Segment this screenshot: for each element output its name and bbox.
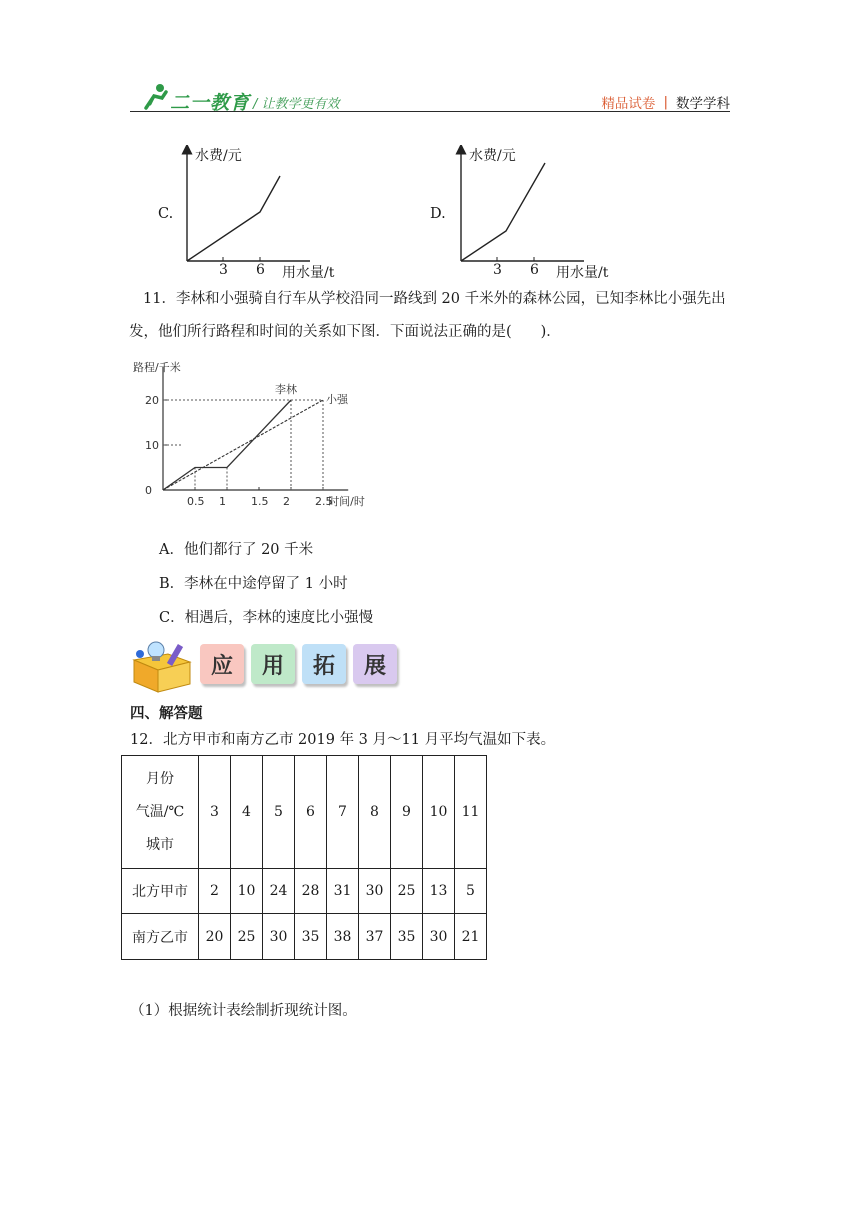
q12-subquestion-1: （1）根据统计表绘制折现统计图。 [130,1003,357,1019]
header-divider [130,111,730,112]
banner-tile-4: 展 [353,644,397,684]
value-cell: 35 [391,914,423,960]
month-cell: 7 [327,756,359,869]
logo-text: 二一教育 [170,92,251,114]
q12-stem: 12．北方甲市和南方乙市 2019 年 3 月～11 月平均气温如下表。 [130,732,556,748]
city-cell: 北方甲市 [122,869,199,914]
x-tick-label: 1.5 [251,495,269,508]
value-cell: 5 [455,869,487,914]
option-d-graph [449,145,639,280]
value-cell: 2 [199,869,231,914]
month-cell: 3 [199,756,231,869]
value-cell: 30 [263,914,295,960]
banner-tile-1: 应 [200,644,244,684]
section-title: 四、解答题 [130,706,203,722]
city-cell: 南方乙市 [122,914,199,960]
value-cell: 21 [455,914,487,960]
option-c-graph [175,145,365,280]
month-cell: 6 [295,756,327,869]
option-d-tick-3: 3 [493,262,502,278]
banner-tile-2: 用 [251,644,295,684]
option-c-label: C. [158,206,174,222]
month-cell: 10 [423,756,455,869]
q11-stem-line1: 11．李林和小强骑自行车从学校沿同一路线到 20 千米外的森林公园，已知李林比小强先出 [143,291,726,307]
table-row [122,914,487,960]
banner-tile-3: 拓 [302,644,346,684]
corner-temp-label: 气温/℃ [135,803,185,820]
corner-city-label: 城市 [146,836,174,853]
month-cell: 11 [455,756,487,869]
option-c-tick-6: 6 [256,262,265,278]
header-slogan: / 让教学更有效 [253,97,340,112]
value-cell: 24 [263,869,295,914]
table-row [122,869,487,914]
value-cell: 30 [359,869,391,914]
header-paper-label: 精品试卷 [601,96,656,112]
option-c-tick-3: 3 [219,262,228,278]
logo-icon [140,82,172,112]
month-cell: 9 [391,756,423,869]
header-separator: | [663,94,668,110]
option-c-ylabel: 水费/元 [195,148,242,164]
x-tick-label: 1 [219,495,226,508]
x-tick-label: 2.5 [315,495,333,508]
q11-option-b: B．李林在中途停留了 1 小时 [159,576,348,592]
x-tick-label: 0.5 [187,495,205,508]
series-line-xiaoqiang [163,400,323,490]
toolbox-icon [128,638,198,694]
q11-option-a: A．他们都行了 20 千米 [159,542,314,558]
temperature-table [121,755,487,960]
value-cell: 20 [199,914,231,960]
value-cell: 28 [295,869,327,914]
y-tick-label: 0 [145,484,152,497]
value-cell: 31 [327,869,359,914]
series-label-lilin: 李林 [275,383,297,396]
option-d-tick-6: 6 [530,262,539,278]
y-axis-label: 路程/千米 [133,361,181,374]
x-tick-label: 2 [283,495,290,508]
value-cell: 38 [327,914,359,960]
month-cell: 5 [263,756,295,869]
q11-distance-time-chart [125,355,405,520]
y-tick-label: 10 [145,439,159,452]
month-cell: 8 [359,756,391,869]
value-cell: 25 [391,869,423,914]
table-corner-cell [122,756,199,869]
series-label-xiaoqiang: 小强 [326,393,348,406]
y-tick-label: 20 [145,394,159,407]
value-cell: 13 [423,869,455,914]
value-cell: 10 [231,869,263,914]
value-cell: 30 [423,914,455,960]
x-axis-label: 时间/时 [328,495,365,508]
header-subject-label: 数学学科 [676,96,730,112]
option-c-xlabel: 用水量/t [282,265,335,281]
value-cell: 37 [359,914,391,960]
option-d-xlabel: 用水量/t [556,265,609,281]
header-subject [601,92,730,112]
table-header-row [122,756,487,869]
corner-month-label: 月份 [146,770,174,787]
option-d-label: D. [430,206,446,222]
option-d-ylabel: 水费/元 [469,148,516,164]
value-cell: 25 [231,914,263,960]
q11-stem-line2: 发，他们所行路程和时间的关系如下图．下面说法正确的是( )． [129,324,561,340]
q11-option-c: C．相遇后，李林的速度比小强慢 [159,610,374,626]
month-cell: 4 [231,756,263,869]
value-cell: 35 [295,914,327,960]
